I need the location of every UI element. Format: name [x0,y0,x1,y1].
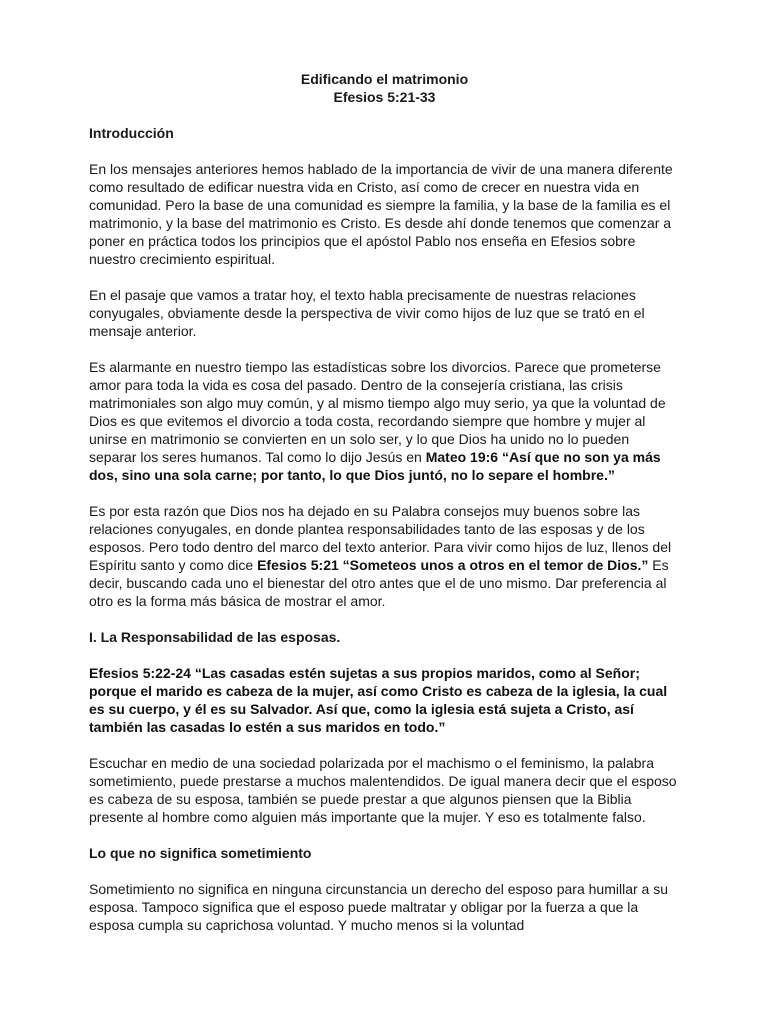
title-block [89,70,680,106]
section-1-heading: I. La Responsabilidad de las esposas. [89,629,341,645]
verse-paragraph [89,664,680,736]
paragraph-1: En los mensajes anteriores hemos hablado de la importancia de vivir de una manera diferente como resultado de edificar nuestra vida en Cristo, así como de crecer en nuestra vida en comunidad. Pero la base de una comunidad es siempre la familia, y la base de la familia es el matrimonio, y la base del matrimonio es Cristo. Es desde ahí donde tenemos que comenzar a poner en práctica todos los principios que el apóstol Pablo nos enseña en Efesios sobre nuestro crecimiento espiritual. [89,161,673,267]
paragraph-3 [89,358,680,484]
paragraph-3-verse: Mateo 19:6 “Así que no son ya más dos, sino una sola carne; por tanto, lo que Dios juntó, no lo separe el hombre.” [89,449,661,483]
paragraph-2: En el pasaje que vamos a tratar hoy, el texto habla precisamente de nuestras relaciones conyugales, obviamente desde la perspectiva de vivir como hijos de luz que se trató en el mensaje anterior. [89,287,645,339]
paragraph-3-text: Es alarmante en nuestro tiempo las estadísticas sobre los divorcios. Parece que prometerse amor para toda la vida es cosa del pasado. Dentro de la consejería cristiana, las crisis matrimoniales son algo muy común, y al mismo tiempo algo muy serio, ya que la voluntad de Dios es que evitemos el divorcio a toda costa, recordando siempre que hombre y mujer al unirse en matrimonio se convierten en un solo ser, y lo que Dios ha unido no lo pueden separar los seres humanos. Tal como lo dijo Jesús en [89,359,666,465]
document-subtitle: Efesios 5:21-33 [333,89,436,105]
subheading: Lo que no significa sometimiento [89,845,312,861]
paragraph-4-verse: Efesios 5:21 “Someteos unos a otros en el temor de Dios.” [257,557,649,573]
intro-heading: Introducción [89,125,174,141]
paragraph-6: Sometimiento no significa en ninguna circunstancia un derecho del esposo para humillar a su esposa. Tampoco significa que el esposo puede maltratar y obligar por la fuerza a que la esposa cumpla su caprichosa voluntad. Y mucho menos si la voluntad [89,881,669,933]
paragraph-5: Escuchar en medio de una sociedad polarizada por el machismo o el feminismo, la palabra sometimiento, puede prestarse a muchos malentendidos. De igual manera decir que el esposo es cabeza de su esposa, también se puede prestar a que algunos piensen que la Biblia presente al hombre como alguien más importante que la mujer. Y eso es totalmente falso. [89,755,677,825]
verse-text: Efesios 5:22-24 “Las casadas estén sujetas a sus propios maridos, como al Señor; porque el marido es cabeza de la mujer, así como Cristo es cabeza de la iglesia, la cual es su cuerpo, y él es su Salvador. Así que, como la iglesia está sujeta a Cristo, así también las casadas lo estén a sus maridos en todo.” [89,665,668,735]
paragraph-4-text-a: Es por esta razón que Dios nos ha dejado en su Palabra consejos muy buenos sobre las relaciones conyugales, en donde plantea responsabilidades tanto de las esposas y de los esposos. Pero todo dentro del marco del texto anterior. Para vivir como hijos de luz, llenos del Espíritu santo y como dice [89,503,672,573]
paragraph-4-text-b: Es decir, buscando cada uno el bienestar del otro antes que el de uno mismo. Dar preferencia al otro es la forma más básica de mostrar el amor. [89,557,669,609]
paragraph-4 [89,502,680,610]
document-title: Edificando el matrimonio [300,71,469,87]
